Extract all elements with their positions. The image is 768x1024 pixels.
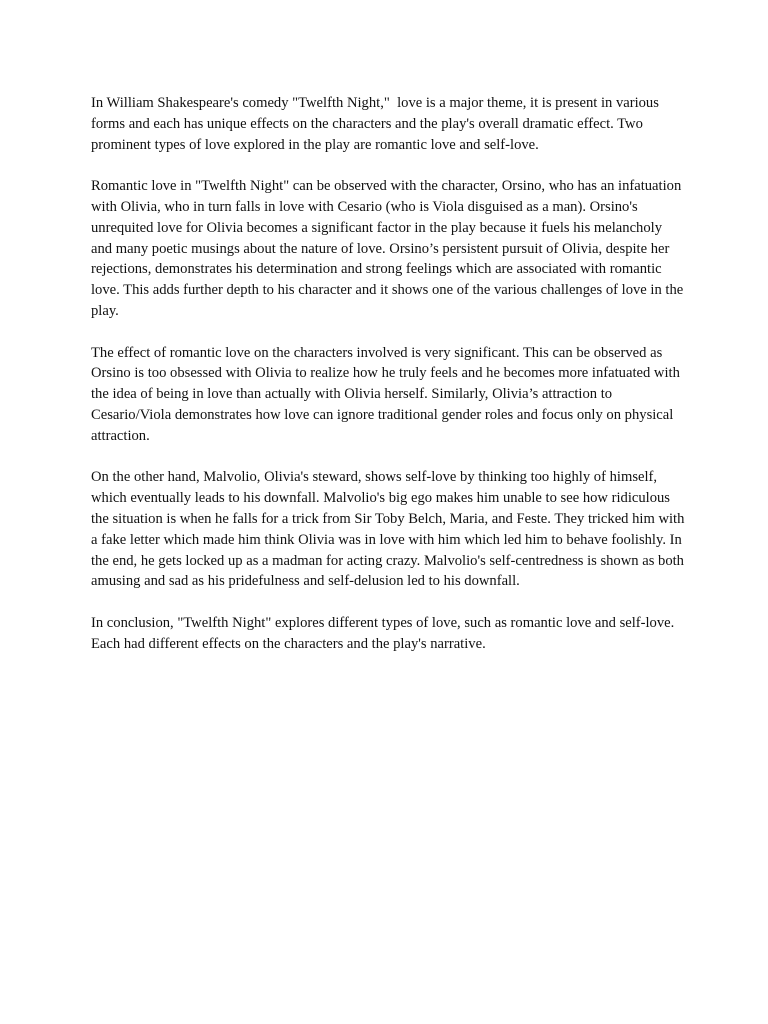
paragraph-romantic-love: Romantic love in "Twelfth Night" can be observed with the character, Orsino, who has an infatuation with Olivia, who in turn falls in love with Cesario (who is Viola disguised as a man). Orsino's unrequited love for Olivia becomes a significant factor in the play because it fuels his melancholy and many poetic musings about the nature of love. Orsino’s persistent pursuit of Olivia, despite her rejections, demonstrates his determination and strong feelings which are associated with romantic love. This adds further depth to his character and it shows one of the various challenges of love in the play. xyxy=(91,178,687,319)
paragraph-intro: In William Shakespeare's comedy "Twelfth Night," love is a major theme, it is present in various forms and each has unique effects on the characters and the play's overall dramatic effect. Two prominent types of love explored in the play are romantic love and self-love. xyxy=(91,95,663,153)
paragraph-romantic-effect: The effect of romantic love on the characters involved is very significant. This can be observed as Orsino is too obsessed with Olivia to realize how he truly feels and he becomes more infatuated with the idea of being in love than actually with Olivia herself. Similarly, Olivia’s attraction to Cesario/Viola demonstrates how love can ignore traditional gender roles and focus only on physical attraction. xyxy=(91,344,684,444)
document-body xyxy=(91,93,689,675)
paragraph-conclusion: In conclusion, "Twelfth Night" explores different types of love, such as romantic love and self-love. Each had different effects on the characters and the play's narrative. xyxy=(91,614,678,652)
paragraph-self-love: On the other hand, Malvolio, Olivia's steward, shows self-love by thinking too highly of himself, which eventually leads to his downfall. Malvolio's big ego makes him unable to see how ridiculous the situation is when he falls for a trick from Sir Toby Belch, Maria, and Feste. They tricked him with a fake letter which made him think Olivia was in love with him which led him to behave foolishly. In the end, he gets locked up as a madman for acting crazy. Malvolio's self-centredness is shown as both amusing and sad as his pridefulness and self-delusion led to his downfall. xyxy=(91,469,689,590)
